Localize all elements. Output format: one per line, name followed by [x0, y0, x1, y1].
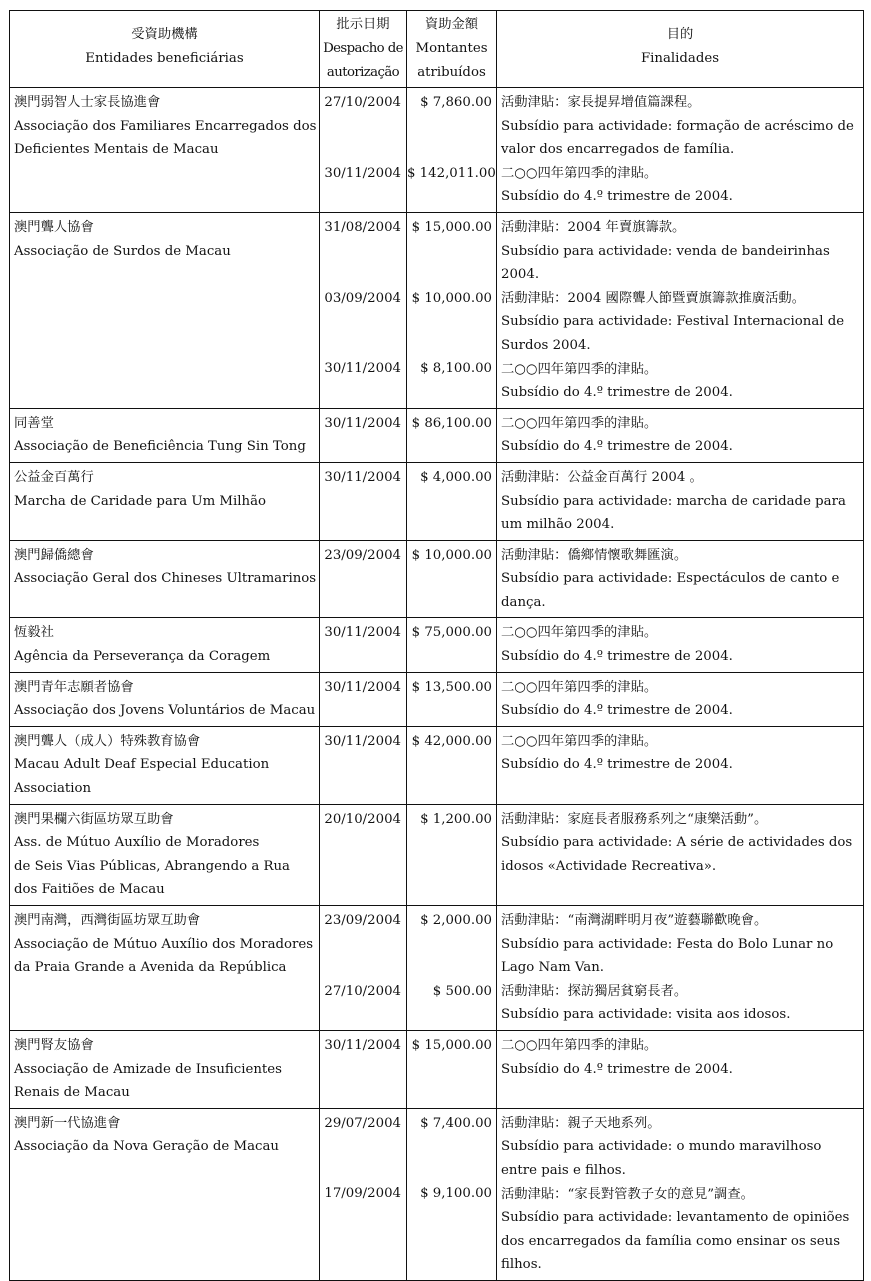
purpose-zh: 活動津貼：家庭長者服務系列之“康樂活動”。	[501, 811, 768, 827]
grant-date: 23/09/2004	[324, 913, 401, 928]
grant-amount: $ 142,011.00	[407, 165, 496, 181]
entity-name-pt: Deficientes Mentais de Macau	[14, 142, 219, 158]
date-cell	[320, 804, 407, 905]
entity-name-zh: 恆毅社	[14, 625, 54, 641]
purpose-item	[501, 466, 861, 537]
purpose-zh: 活動津貼：探訪獨居貧窮長者。	[501, 983, 688, 999]
purpose-item	[501, 621, 861, 668]
entity-name-pt: Renais de Macau	[14, 1085, 130, 1101]
table-row	[10, 726, 864, 804]
purpose-item	[501, 544, 861, 615]
grant-amount: $ 4,000.00	[420, 469, 492, 485]
entity-name-zh: 同善堂	[14, 415, 54, 431]
entity-name-zh: 澳門青年志願者協會	[14, 679, 134, 695]
grant-amount: $ 500.00	[432, 983, 492, 999]
amount-cell	[407, 540, 497, 618]
purpose-item	[501, 162, 861, 209]
purpose-pt: Subsídio para actividade: Espectáculos de canto e dança.	[501, 571, 840, 610]
purpose-cell	[497, 906, 864, 1031]
grant-amount: $ 86,100.00	[411, 415, 492, 431]
grant-date: 27/10/2004	[324, 983, 401, 999]
purpose-pt: Subsídio para actividade: venda de bandeirinhas 2004.	[501, 243, 830, 283]
amount-cell	[407, 88, 497, 213]
purpose-zh: 活動津貼：“家長對管教子女的意見”調查。	[501, 1186, 754, 1202]
date-cell	[320, 88, 407, 213]
entity-name-pt: Associação dos Familiares Encarregados dos	[14, 118, 317, 134]
purpose-zh: 活動津貼：僑鄉情懷歌舞匯演。	[501, 547, 688, 563]
grant-date: 27/10/2004	[324, 95, 401, 110]
entity-name-zh: 澳門聾人協會	[14, 219, 94, 235]
table-row	[10, 88, 864, 213]
entity-name-pt: Associação de Mútuo Auxílio dos Moradores	[14, 936, 314, 952]
entity-cell	[10, 88, 320, 213]
purpose-pt: Subsídio para actividade: o mundo maravilhoso entre pais e filhos.	[501, 1139, 822, 1178]
purpose-cell	[497, 726, 864, 804]
purpose-zh: 活動津貼：2004 年賣旗籌款。	[501, 219, 686, 235]
grant-amount: $ 1,200.00	[420, 811, 492, 827]
grant-amount: $ 75,000.00	[411, 625, 492, 641]
entity-cell	[10, 672, 320, 726]
grant-amount: $ 7,400.00	[420, 1115, 492, 1131]
date-cell	[320, 408, 407, 462]
entity-name-zh: 澳門果欄六街區坊眾互助會	[14, 811, 174, 827]
entity-cell	[10, 804, 320, 905]
table-row	[10, 672, 864, 726]
entity-name-zh: 澳門弱智人士家長協進會	[14, 95, 161, 110]
grant-date: 20/10/2004	[324, 811, 401, 827]
entity-cell	[10, 462, 320, 540]
header-amount: 資助金額 Montantes atribuídos	[407, 11, 497, 88]
entity-name-pt: Associação de Surdos de Macau	[14, 243, 231, 259]
purpose-cell	[497, 408, 864, 462]
purpose-pt: Subsídio do 4.º trimestre de 2004.	[501, 1061, 733, 1077]
entity-cell	[10, 726, 320, 804]
amount-cell	[407, 1030, 497, 1108]
purpose-zh: 活動津貼：“南灣湖畔明月夜”遊藝聯歡晚會。	[501, 913, 768, 928]
grant-date: 30/11/2004	[324, 469, 401, 485]
grant-amount: $ 7,860.00	[420, 95, 492, 110]
purpose-pt: Subsídio do 4.º trimestre de 2004.	[501, 757, 733, 773]
amount-cell	[407, 618, 497, 672]
entity-cell	[10, 1030, 320, 1108]
entity-name-zh: 澳門歸僑總會	[14, 547, 94, 563]
header-row	[10, 11, 864, 88]
entity-name-zh: 澳門聾人（成人）特殊教育協會	[14, 733, 201, 749]
purpose-item	[501, 216, 861, 287]
entity-name-pt: dos Faitiões de Macau	[14, 882, 165, 898]
table-row	[10, 212, 864, 408]
purpose-pt: Subsídio para actividade: visita aos idosos.	[501, 1007, 791, 1023]
purpose-pt: Subsídio para actividade: Festa do Bolo Lunar no Lago Nam Van.	[501, 936, 834, 976]
purpose-zh: 二○○四年第四季的津貼。	[501, 1037, 658, 1053]
purpose-pt: Subsídio do 4.º trimestre de 2004.	[501, 385, 733, 401]
table-row	[10, 1108, 864, 1280]
table-row	[10, 906, 864, 1031]
subsidy-table	[9, 10, 864, 1281]
purpose-item	[501, 980, 861, 1027]
grant-date: 30/11/2004	[324, 361, 401, 377]
purpose-pt: Subsídio do 4.º trimestre de 2004.	[501, 189, 733, 205]
date-cell	[320, 1030, 407, 1108]
date-cell	[320, 618, 407, 672]
date-cell	[320, 672, 407, 726]
entity-name-zh: 澳門新一代協進會	[14, 1115, 121, 1131]
purpose-item	[501, 676, 861, 723]
date-cell	[320, 1108, 407, 1280]
entity-name-pt: da Praia Grande a Avenida da República	[14, 960, 287, 976]
grant-date: 31/08/2004	[324, 219, 401, 235]
grant-amount: $ 8,100.00	[420, 361, 492, 377]
grant-date: 30/11/2004	[324, 415, 401, 431]
purpose-pt: Subsídio para actividade: Festival Internacional de Surdos 2004.	[501, 314, 845, 353]
purpose-item	[501, 1034, 861, 1081]
entity-name-zh: 澳門腎友協會	[14, 1037, 94, 1053]
purpose-pt: Subsídio para actividade: levantamento de opiniões dos encarregados da família como ensinar os seus filhos.	[501, 1210, 850, 1273]
entity-name-pt: Macau Adult Deaf Especial Education	[14, 757, 270, 773]
grant-date: 30/11/2004	[324, 1037, 401, 1053]
purpose-zh: 活動津貼：公益金百萬行 2004 。	[501, 469, 703, 485]
purpose-item	[501, 909, 861, 980]
date-cell	[320, 462, 407, 540]
purpose-pt: Subsídio do 4.º trimestre de 2004.	[501, 439, 733, 455]
amount-cell	[407, 906, 497, 1031]
amount-cell	[407, 672, 497, 726]
date-cell	[320, 212, 407, 408]
grant-amount: $ 10,000.00	[411, 290, 492, 306]
purpose-item	[501, 730, 861, 777]
purpose-item	[501, 1183, 861, 1277]
entity-name-pt: Marcha de Caridade para Um Milhão	[14, 493, 267, 509]
date-cell	[320, 906, 407, 1031]
grant-date: 17/09/2004	[324, 1186, 401, 1202]
purpose-zh: 活動津貼：2004 國際聾人節暨賣旗籌款推廣活動。	[501, 290, 806, 306]
grant-amount: $ 10,000.00	[411, 547, 492, 563]
entity-cell	[10, 618, 320, 672]
amount-cell	[407, 804, 497, 905]
grant-date: 30/11/2004	[324, 679, 401, 695]
purpose-zh: 二○○四年第四季的津貼。	[501, 361, 658, 377]
table-row	[10, 804, 864, 905]
purpose-item	[501, 412, 861, 459]
date-cell	[320, 726, 407, 804]
purpose-pt: Subsídio para actividade: formação de acréscimo de valor dos encarregados de família.	[501, 118, 854, 158]
grant-amount: $ 13,500.00	[411, 679, 492, 695]
table-row	[10, 540, 864, 618]
entity-name-pt: de Seis Vias Públicas, Abrangendo a Rua	[14, 858, 290, 874]
entity-name-pt: Associação de Amizade de Insuficientes	[14, 1061, 282, 1077]
entity-name-pt: Association	[14, 781, 92, 797]
entity-name-pt: Associação dos Jovens Voluntários de Macau	[14, 703, 316, 719]
grant-date: 23/09/2004	[324, 547, 401, 563]
purpose-zh: 活動津貼：親子天地系列。	[501, 1115, 661, 1131]
purpose-cell	[497, 88, 864, 213]
grant-amount: $ 2,000.00	[420, 913, 492, 928]
purpose-cell	[497, 672, 864, 726]
purpose-pt: Subsídio do 4.º trimestre de 2004.	[501, 703, 733, 719]
table-row	[10, 462, 864, 540]
purpose-zh: 活動津貼：家長提昇增值篇課程。	[501, 95, 701, 110]
purpose-item	[501, 358, 861, 405]
purpose-cell	[497, 804, 864, 905]
entity-cell	[10, 1108, 320, 1280]
purpose-zh: 二○○四年第四季的津貼。	[501, 679, 658, 695]
entity-cell	[10, 408, 320, 462]
date-cell	[320, 540, 407, 618]
amount-cell	[407, 212, 497, 408]
purpose-cell	[497, 1108, 864, 1280]
purpose-zh: 二○○四年第四季的津貼。	[501, 165, 658, 181]
entity-name-pt: Associação da Nova Geração de Macau	[14, 1139, 279, 1155]
purpose-pt: Subsídio para actividade: marcha de caridade para um milhão 2004.	[501, 493, 846, 533]
grant-amount: $ 9,100.00	[420, 1186, 492, 1202]
purpose-pt: Subsídio para actividade: A série de actividades dos idosos «Actividade Recreativa».	[501, 835, 853, 874]
table-row	[10, 1030, 864, 1108]
grant-amount: $ 15,000.00	[411, 219, 492, 235]
entity-name-pt: Associação de Beneficiência Tung Sin Tong	[14, 439, 306, 455]
grant-date: 30/11/2004	[324, 625, 401, 641]
table-row	[10, 408, 864, 462]
amount-cell	[407, 408, 497, 462]
purpose-item	[501, 808, 861, 879]
purpose-cell	[497, 462, 864, 540]
purpose-cell	[497, 618, 864, 672]
grant-amount: $ 42,000.00	[411, 733, 492, 749]
purpose-item	[501, 1112, 861, 1183]
grant-date: 30/11/2004	[324, 733, 401, 749]
grant-date: 03/09/2004	[324, 290, 401, 306]
purpose-cell	[497, 540, 864, 618]
entity-cell	[10, 906, 320, 1031]
amount-cell	[407, 462, 497, 540]
entity-name-pt: Associação Geral dos Chineses Ultramarinos	[14, 571, 317, 587]
header-date: 批示日期 Despacho de autorização	[320, 11, 407, 88]
table-row	[10, 618, 864, 672]
entity-name-pt: Agência da Perseverança da Coragem	[14, 649, 271, 665]
entity-cell	[10, 540, 320, 618]
entity-name-zh: 公益金百萬行	[14, 469, 94, 485]
entity-name-pt: Ass. de Mútuo Auxílio de Moradores	[14, 835, 260, 851]
purpose-item	[501, 287, 861, 358]
purpose-zh: 二○○四年第四季的津貼。	[501, 625, 658, 641]
purpose-cell	[497, 1030, 864, 1108]
purpose-zh: 二○○四年第四季的津貼。	[501, 733, 658, 749]
grant-date: 30/11/2004	[324, 165, 401, 181]
grant-date: 29/07/2004	[324, 1115, 401, 1131]
entity-cell	[10, 212, 320, 408]
entity-name-zh: 澳門南灣，西灣街區坊眾互助會	[14, 913, 201, 928]
grant-amount: $ 15,000.00	[411, 1037, 492, 1053]
amount-cell	[407, 1108, 497, 1280]
purpose-zh: 二○○四年第四季的津貼。	[501, 415, 658, 431]
purpose-pt: Subsídio do 4.º trimestre de 2004.	[501, 649, 733, 665]
amount-cell	[407, 726, 497, 804]
table-body	[10, 88, 864, 1281]
header-entity: 受資助機構 Entidades beneficiárias	[10, 11, 320, 88]
header-purpose: 目的 Finalidades	[497, 11, 864, 88]
purpose-cell	[497, 212, 864, 408]
purpose-item	[501, 91, 861, 162]
